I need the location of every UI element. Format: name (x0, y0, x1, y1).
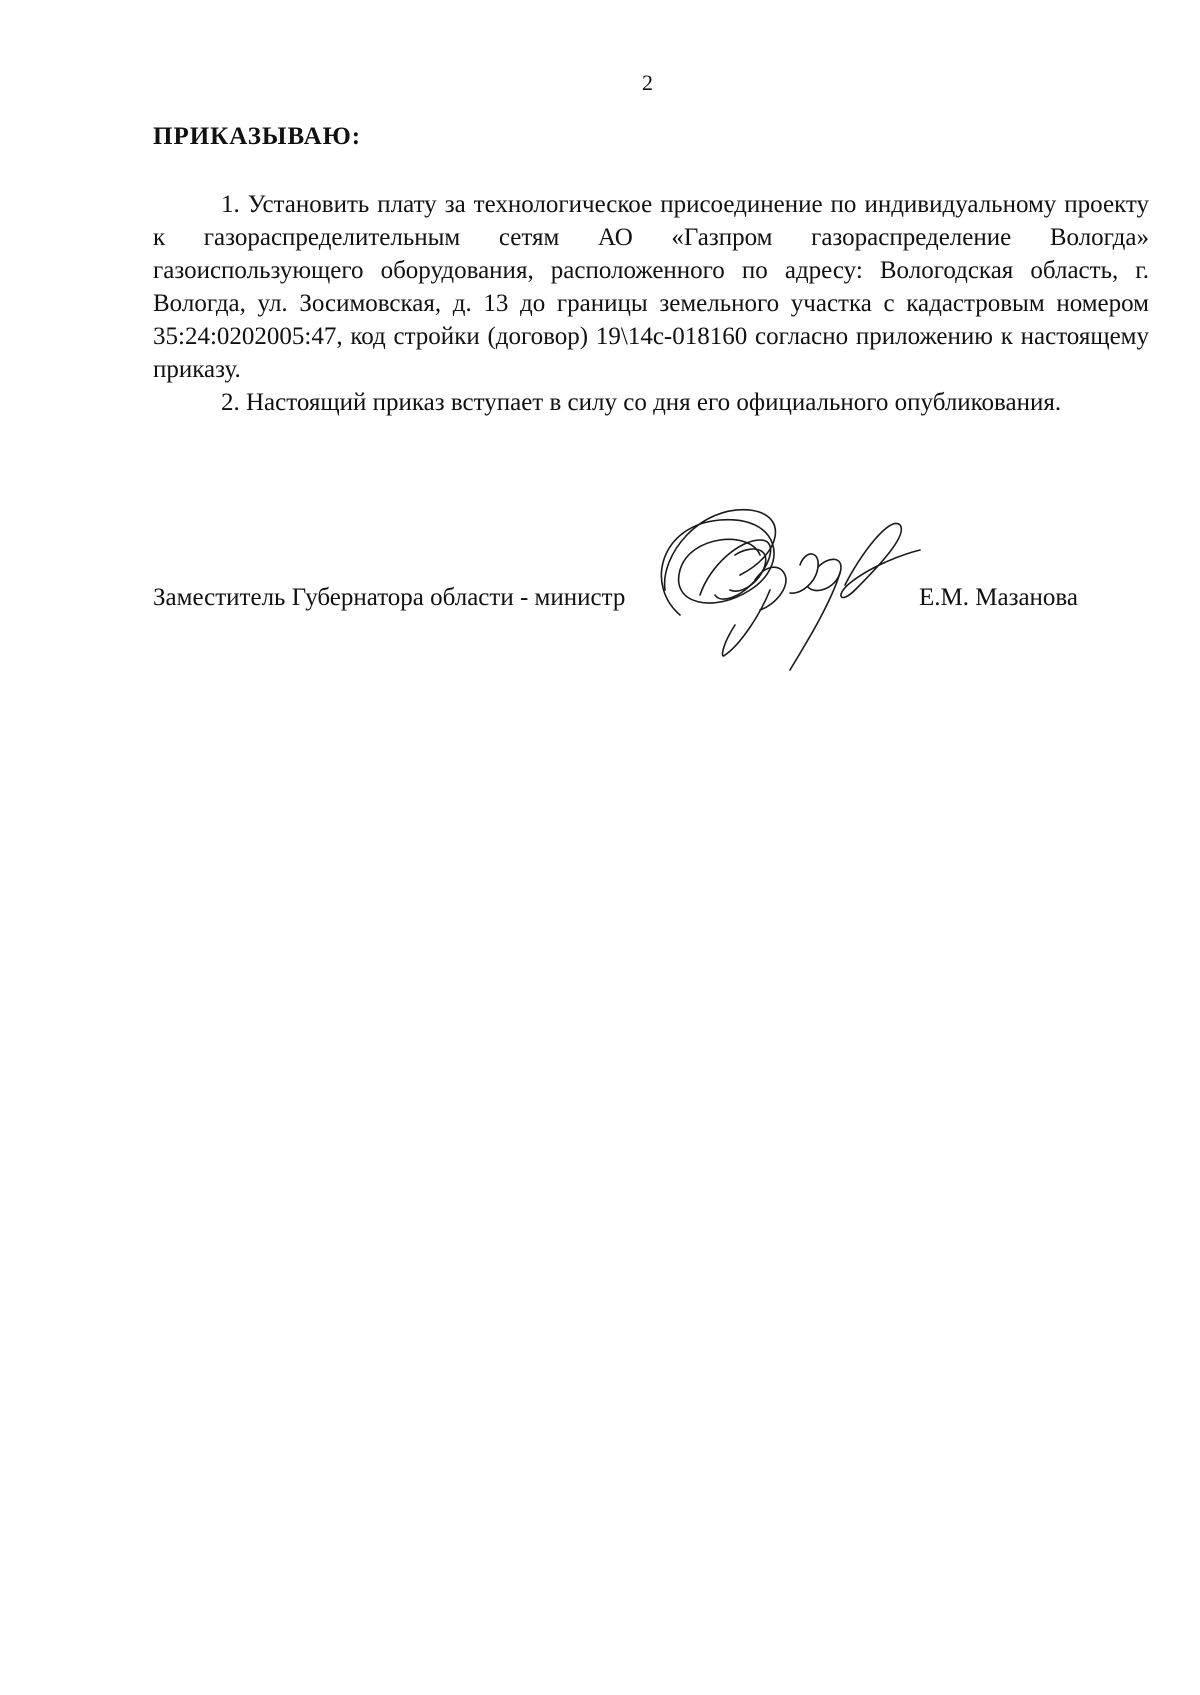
handwritten-signature-icon (640, 495, 960, 685)
signatory-name: Е.М. Мазанова (919, 584, 1078, 611)
order-body (153, 188, 1149, 419)
order-heading: ПРИКАЗЫВАЮ: (153, 123, 362, 150)
order-item-2: 2. Настоящий приказ вступает в силу со дня его официального опубликования. (221, 389, 1062, 416)
signatory-title: Заместитель Губернатора области - министр (153, 584, 626, 611)
order-item-1: 1. Установить плату за технологическое присоединение по индивидуальному проекту к газораспределительным сетям АО «Газпром газораспределение Вологда» газоиспользующего оборудования, расположенного по адресу: Вологодская область, г. Вологда, ул. Зосимовская, д. 13 до границы земельного участка с кадастровым номером 35:24:0202005:47, код стройки (договор) 19\14с-018160 согласно приложению к настоящему приказу. (153, 191, 1149, 383)
page-number: 2 (642, 70, 653, 95)
